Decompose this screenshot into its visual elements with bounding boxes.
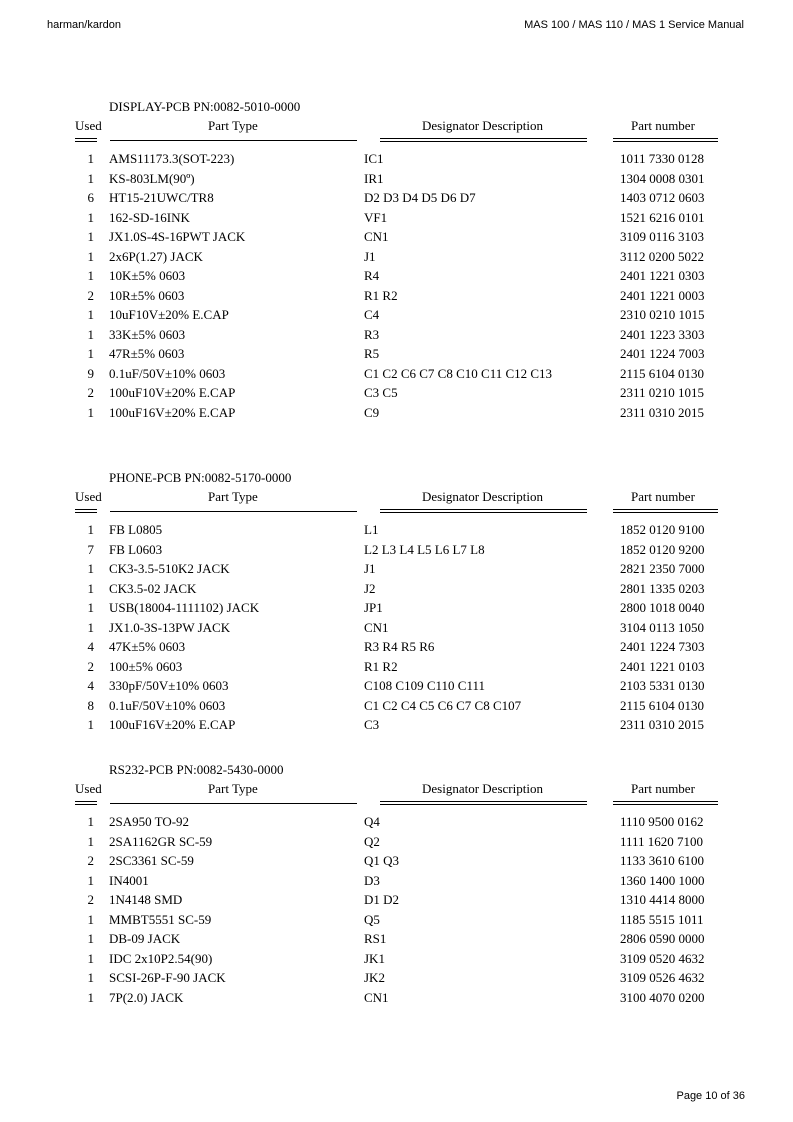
table-row: [0, 834, 793, 854]
table-row: [0, 892, 793, 912]
table-row: [0, 268, 793, 288]
cell-designator: J2: [364, 580, 376, 596]
cell-part-type: 47R±5% 0603: [109, 346, 185, 361]
cell-used: 1: [87, 950, 94, 966]
cell-designator: L2 L3 L4 L5 L6 L7 L8: [364, 541, 485, 557]
cell-part-type: 2SA1162GR SC-59: [109, 833, 213, 849]
cell-designator: R3 R4 R5 R6: [364, 639, 435, 654]
table-row: [0, 210, 793, 230]
section-title: PHONE-PCB PN:0082-5170-0000: [109, 470, 292, 485]
cell-part-type: 47K±5% 0603: [109, 639, 186, 654]
column-header-used: Used: [75, 118, 102, 133]
cell-used: 1: [87, 619, 94, 635]
cell-designator: Q4: [364, 814, 380, 829]
cell-part-type: 2SA950 TO-92: [109, 814, 190, 829]
cell-used: 4: [87, 639, 94, 654]
cell-part-number: 2401 1221 0003: [620, 287, 705, 303]
table-row: [0, 542, 793, 562]
header-rule: [613, 509, 718, 513]
cell-used: 1: [87, 833, 94, 849]
column-header-used: Used: [75, 489, 102, 504]
table-row: [0, 931, 793, 951]
table-row: [0, 171, 793, 191]
cell-used: 2: [87, 385, 94, 400]
cell-used: 1: [87, 814, 94, 829]
cell-designator: L1: [364, 522, 379, 537]
cell-part-type: 2SC3361 SC-59: [109, 853, 194, 868]
cell-designator: VF1: [364, 209, 388, 225]
cell-part-number: 3109 0116 3103: [620, 229, 705, 244]
cell-part-type: SCSI-26P-F-90 JACK: [109, 970, 226, 985]
cell-designator: J1: [364, 561, 376, 576]
column-header-part-number: Part number: [631, 489, 695, 504]
table-row: [0, 970, 793, 990]
table-row: [0, 288, 793, 308]
cell-used: 2: [87, 658, 94, 674]
cell-part-number: 1011 7330 0128: [620, 151, 705, 166]
cell-used: 8: [87, 697, 94, 713]
table-row: [0, 346, 793, 366]
cell-designator: D2 D3 D4 D5 D6 D7: [364, 190, 476, 205]
table-row: [0, 659, 793, 679]
cell-used: 1: [87, 307, 94, 322]
cell-used: 1: [87, 151, 94, 166]
cell-part-number: 2311 0210 1015: [620, 385, 705, 400]
section-title: RS232-PCB PN:0082-5430-0000: [109, 762, 284, 777]
cell-used: 1: [87, 580, 94, 596]
cell-part-type: 100uF10V±20% E.CAP: [109, 385, 236, 400]
parts-list: [0, 151, 793, 424]
cell-designator: D3: [364, 872, 380, 888]
cell-used: 2: [87, 853, 94, 868]
cell-part-number: 1403 0712 0603: [620, 190, 705, 205]
column-header-part-type: Part Type: [208, 489, 258, 504]
cell-designator: Q5: [364, 911, 380, 927]
cell-part-number: 1133 3610 6100: [620, 853, 705, 868]
cell-part-number: 2821 2350 7000: [620, 561, 705, 576]
cell-used: 1: [87, 717, 94, 732]
cell-part-number: 1521 6216 0101: [620, 209, 705, 225]
cell-designator: IC1: [364, 151, 384, 166]
cell-designator: C3: [364, 717, 380, 732]
cell-part-number: 2311 0310 2015: [620, 404, 705, 420]
table-row: [0, 600, 793, 620]
table-row: [0, 307, 793, 327]
cell-designator: C108 C109 C110 C111: [364, 678, 485, 693]
cell-used: 9: [87, 365, 94, 381]
cell-used: 4: [87, 678, 94, 693]
cell-designator: R5: [364, 346, 380, 361]
cell-used: 1: [87, 561, 94, 576]
column-header-designator: Designator Description: [422, 781, 543, 796]
cell-part-number: 2401 1221 0103: [620, 658, 705, 674]
cell-part-number: 2310 0210 1015: [620, 307, 705, 322]
table-row: [0, 327, 793, 347]
column-header-part-type: Part Type: [208, 118, 258, 133]
parts-list: [0, 814, 793, 1009]
table-row: [0, 561, 793, 581]
cell-designator: IR1: [364, 170, 384, 186]
cell-part-number: 2800 1018 0040: [620, 600, 705, 615]
cell-designator: JK1: [364, 950, 385, 966]
cell-used: 1: [87, 522, 94, 537]
cell-designator: RS1: [364, 931, 387, 946]
cell-used: 1: [87, 931, 94, 946]
cell-part-type: 0.1uF/50V±10% 0603: [109, 697, 226, 713]
header-rule: [380, 509, 587, 513]
cell-part-number: 1852 0120 9100: [620, 522, 705, 537]
cell-part-number: 3100 4070 0200: [620, 989, 705, 1005]
cell-part-number: 2401 1221 0303: [620, 268, 705, 283]
cell-part-type: FB L0603: [109, 541, 163, 557]
cell-part-type: 10R±5% 0603: [109, 287, 185, 303]
cell-part-number: 3109 0526 4632: [620, 970, 705, 985]
header-rule: [380, 801, 587, 805]
table-row: [0, 249, 793, 269]
cell-designator: R3: [364, 326, 380, 342]
column-header-designator: Designator Description: [422, 489, 543, 504]
cell-used: 1: [87, 600, 94, 615]
cell-used: 1: [87, 872, 94, 888]
cell-part-number: 2103 5331 0130: [620, 678, 705, 693]
cell-part-type: JX1.0S-4S-16PWT JACK: [109, 229, 246, 244]
cell-used: 1: [87, 404, 94, 420]
table-row: [0, 951, 793, 971]
table-row: [0, 678, 793, 698]
table-row: [0, 522, 793, 542]
cell-part-type: 330pF/50V±10% 0603: [109, 678, 229, 693]
cell-part-type: USB(18004-1111102) JACK: [109, 600, 260, 615]
table-row: [0, 385, 793, 405]
cell-part-number: 1304 0008 0301: [620, 170, 705, 186]
cell-part-type: CK3.5-02 JACK: [109, 580, 197, 596]
cell-part-number: 1852 0120 9200: [620, 541, 705, 557]
header-manual-title: MAS 100 / MAS 110 / MAS 1 Service Manual: [524, 19, 744, 31]
page-number: Page 10 of 36: [676, 1090, 745, 1102]
cell-designator: JK2: [364, 970, 385, 985]
header-rule: [613, 138, 718, 142]
header-rule: [613, 801, 718, 805]
cell-designator: Q2: [364, 833, 380, 849]
cell-designator: D1 D2: [364, 892, 400, 907]
cell-part-type: AMS11173.3(SOT-223): [109, 151, 235, 166]
cell-part-type: IDC 2x10P2.54(90): [109, 950, 213, 966]
table-row: [0, 717, 793, 737]
header-rule: [380, 138, 587, 142]
cell-used: 1: [87, 346, 94, 361]
cell-part-type: 33K±5% 0603: [109, 326, 186, 342]
table-row: [0, 581, 793, 601]
header-rule: [110, 801, 357, 804]
parts-list: [0, 522, 793, 737]
cell-designator: Q1 Q3: [364, 853, 400, 868]
column-header-designator: Designator Description: [422, 118, 543, 133]
cell-designator: C1 C2 C4 C5 C6 C7 C8 C107: [364, 697, 522, 713]
cell-used: 1: [87, 248, 94, 264]
cell-used: 2: [87, 892, 94, 907]
cell-designator: R4: [364, 268, 380, 283]
cell-part-type: 10K±5% 0603: [109, 268, 186, 283]
cell-part-number: 2115 6104 0130: [620, 697, 705, 713]
table-row: [0, 698, 793, 718]
table-row: [0, 639, 793, 659]
column-header-part-number: Part number: [631, 781, 695, 796]
cell-part-type: 2x6P(1.27) JACK: [109, 248, 203, 264]
table-row: [0, 620, 793, 640]
cell-part-type: CK3-3.5-510K2 JACK: [109, 561, 230, 576]
cell-used: 7: [87, 541, 94, 557]
cell-part-type: 100±5% 0603: [109, 658, 183, 674]
cell-part-type: HT15-21UWC/TR8: [109, 190, 214, 205]
table-row: [0, 366, 793, 386]
cell-used: 6: [87, 190, 94, 205]
cell-designator: CN1: [364, 229, 389, 244]
cell-used: 1: [87, 911, 94, 927]
header-brand: harman/kardon: [47, 19, 121, 31]
cell-part-type: 100uF16V±20% E.CAP: [109, 404, 236, 420]
cell-used: 1: [87, 989, 94, 1005]
cell-part-number: 1310 4414 8000: [620, 892, 705, 907]
cell-part-type: IN4001: [109, 872, 149, 888]
cell-part-number: 3104 0113 1050: [620, 619, 705, 635]
header-rule: [110, 138, 357, 141]
cell-part-number: 2801 1335 0203: [620, 580, 705, 596]
header-rule: [75, 138, 97, 142]
cell-used: 1: [87, 229, 94, 244]
cell-designator: C3 C5: [364, 385, 398, 400]
cell-used: 1: [87, 326, 94, 342]
cell-designator: R1 R2: [364, 287, 398, 303]
cell-part-type: FB L0805: [109, 522, 163, 537]
cell-used: 1: [87, 970, 94, 985]
column-header-part-number: Part number: [631, 118, 695, 133]
cell-part-type: 162-SD-16INK: [109, 209, 190, 225]
cell-part-number: 2311 0310 2015: [620, 717, 705, 732]
cell-used: 1: [87, 209, 94, 225]
table-row: [0, 190, 793, 210]
cell-part-number: 1185 5515 1011: [620, 911, 704, 927]
table-row: [0, 814, 793, 834]
header-rule: [110, 509, 357, 512]
table-row: [0, 990, 793, 1010]
cell-part-number: 2401 1224 7303: [620, 639, 705, 654]
cell-part-number: 1111 1620 7100: [620, 833, 704, 849]
cell-part-number: 2401 1223 3303: [620, 326, 705, 342]
cell-part-number: 2401 1224 7003: [620, 346, 705, 361]
cell-part-type: MMBT5551 SC-59: [109, 911, 212, 927]
cell-part-number: 1110 9500 0162: [620, 814, 704, 829]
header-rule: [75, 801, 97, 805]
table-row: [0, 873, 793, 893]
cell-part-number: 1360 1400 1000: [620, 872, 705, 888]
column-header-part-type: Part Type: [208, 781, 258, 796]
cell-part-type: JX1.0-3S-13PW JACK: [109, 619, 231, 635]
cell-used: 1: [87, 268, 94, 283]
cell-part-number: 3109 0520 4632: [620, 950, 705, 966]
cell-part-type: 1N4148 SMD: [109, 892, 183, 907]
cell-designator: CN1: [364, 989, 389, 1005]
cell-designator: CN1: [364, 619, 389, 635]
cell-part-type: 10uF10V±20% E.CAP: [109, 307, 229, 322]
section-title: DISPLAY-PCB PN:0082-5010-0000: [109, 99, 301, 114]
cell-part-type: KS-803LM(90º): [109, 170, 195, 186]
cell-designator: R1 R2: [364, 658, 398, 674]
table-row: [0, 853, 793, 873]
cell-designator: C9: [364, 404, 380, 420]
table-row: [0, 912, 793, 932]
cell-part-type: 100uF16V±20% E.CAP: [109, 717, 236, 732]
cell-part-type: DB-09 JACK: [109, 931, 181, 946]
cell-designator: J1: [364, 248, 376, 264]
cell-part-type: 7P(2.0) JACK: [109, 989, 184, 1005]
cell-part-number: 2806 0590 0000: [620, 931, 705, 946]
cell-designator: C1 C2 C6 C7 C8 C10 C11 C12 C13: [364, 365, 553, 381]
cell-part-number: 3112 0200 5022: [620, 248, 705, 264]
table-row: [0, 229, 793, 249]
cell-designator: C4: [364, 307, 380, 322]
cell-used: 1: [87, 170, 94, 186]
table-row: [0, 405, 793, 425]
header-rule: [75, 509, 97, 513]
cell-designator: JP1: [364, 600, 383, 615]
cell-part-type: 0.1uF/50V±10% 0603: [109, 365, 226, 381]
cell-used: 2: [87, 287, 94, 303]
table-row: [0, 151, 793, 171]
column-header-used: Used: [75, 781, 102, 796]
cell-part-number: 2115 6104 0130: [620, 365, 705, 381]
